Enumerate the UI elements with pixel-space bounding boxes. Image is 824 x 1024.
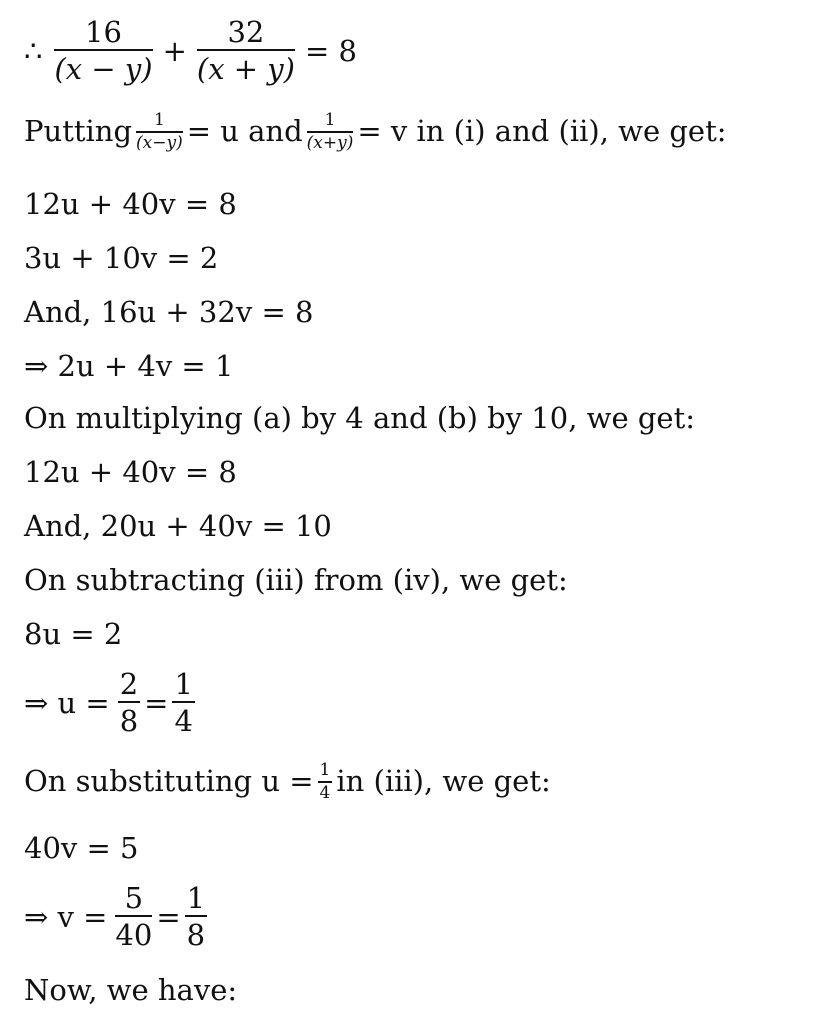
numerator: 16 [85, 15, 122, 49]
numerator: 1 [186, 881, 206, 915]
fraction-1-over-4 [172, 667, 194, 738]
fraction-1-over-x-plus-y [307, 112, 354, 152]
equation-line-8: 12u + 40v = 8 [24, 455, 237, 489]
text-line-10: On subtracting (iii) from (iv), we get: [24, 563, 568, 597]
denominator: (x + y) [196, 52, 295, 86]
implies-u-equals: ⇒ u = [24, 685, 110, 720]
fraction-32-over-x-plus-y [196, 15, 295, 86]
putting-text: Putting [24, 114, 133, 149]
equals-8: = 8 [304, 33, 357, 68]
text-line-13 [24, 762, 551, 802]
fraction-2-over-8 [118, 667, 140, 738]
denominator: 4 [174, 704, 193, 738]
denominator: (x+y) [306, 132, 354, 153]
implies-v-equals: ⇒ v = [24, 899, 108, 934]
denominator: 8 [186, 918, 206, 952]
equation-line-14: 40v = 5 [24, 831, 139, 865]
denominator: 40 [115, 918, 153, 952]
therefore-symbol: ∴ [24, 33, 43, 68]
in-iii-text: in (iii), we get: [336, 764, 551, 799]
equation-line-3: 12u + 40v = 8 [24, 187, 237, 221]
plus-sign: + [162, 33, 187, 68]
numerator: 32 [227, 15, 265, 49]
equals-sign: = [156, 899, 181, 934]
fraction-1-over-4-small [318, 762, 333, 802]
denominator: (x − y) [54, 52, 153, 86]
equation-line-12 [24, 667, 199, 738]
numerator: 1 [319, 760, 331, 780]
denominator: 8 [119, 704, 139, 738]
equation-line-1 [24, 15, 357, 86]
equation-line-9: And, 20u + 40v = 10 [24, 509, 332, 543]
numerator: 1 [324, 110, 336, 130]
equation-line-6: ⇒ 2u + 4v = 1 [24, 349, 234, 383]
equation-line-5: And, 16u + 32v = 8 [24, 295, 314, 329]
fraction-5-over-40 [115, 881, 153, 952]
denominator: 4 [319, 782, 331, 803]
equals-sign: = [144, 685, 169, 720]
denominator: (x−y) [136, 132, 183, 153]
equation-line-11: 8u = 2 [24, 617, 123, 651]
equals-u-and: = u and [186, 114, 303, 149]
text-line-7: On multiplying (a) by 4 and (b) by 10, we get: [24, 401, 695, 435]
fraction-1-over-x-minus-y [136, 112, 183, 152]
text-line-16: Now, we have: [24, 973, 238, 1007]
rest-text: = v in (i) and (ii), we get: [357, 114, 727, 149]
substituting-text: On substituting u = [24, 764, 314, 799]
numerator: 1 [174, 667, 193, 701]
fraction-1-over-8 [185, 881, 207, 952]
equation-line-4: 3u + 10v = 2 [24, 241, 219, 275]
equation-line-15 [24, 881, 211, 952]
numerator: 1 [153, 110, 165, 130]
numerator: 2 [119, 667, 139, 701]
text-line-2 [24, 112, 727, 152]
fraction-16-over-x-minus-y [54, 15, 153, 86]
numerator: 5 [124, 881, 144, 915]
